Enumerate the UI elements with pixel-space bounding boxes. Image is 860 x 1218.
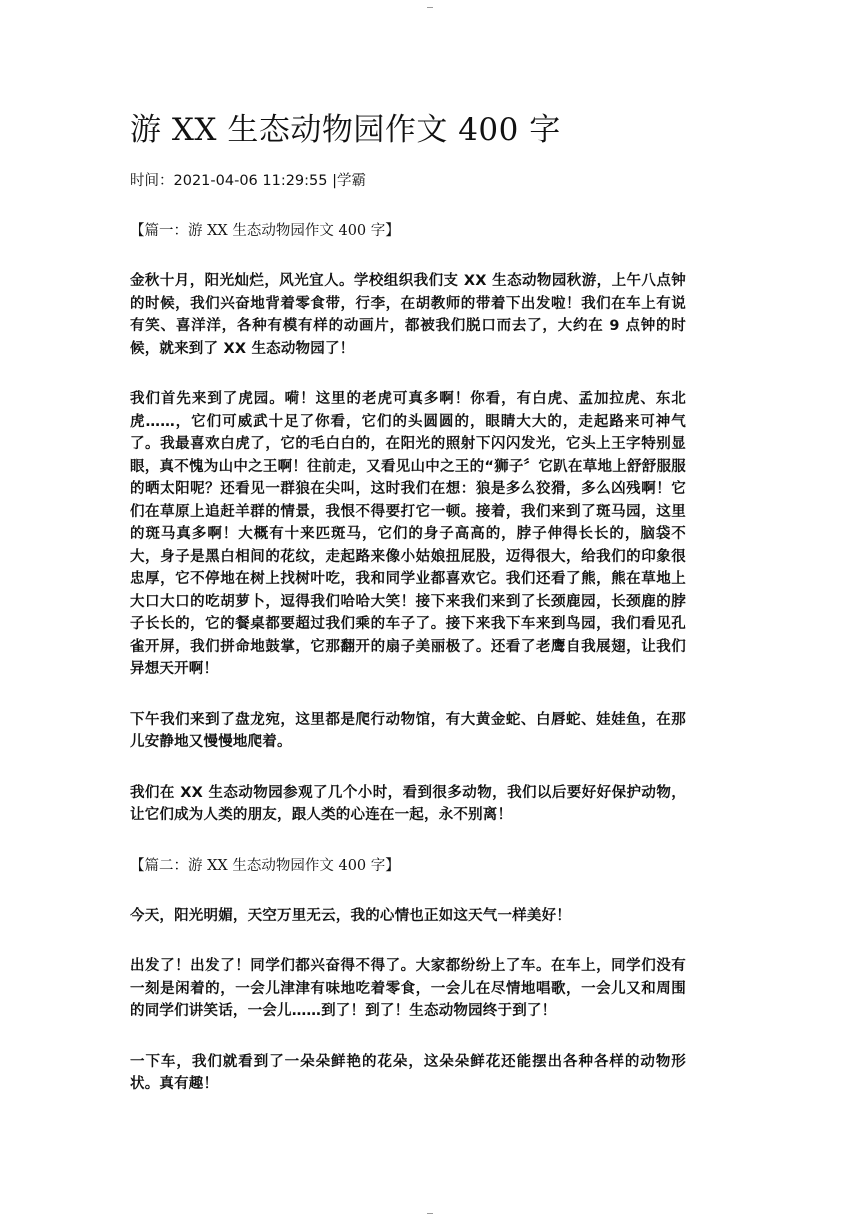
page-top-mark <box>427 7 433 8</box>
paragraph-3: 下午我们来到了盘龙宛，这里都是爬行动物馆，有大黄金蛇、白唇蛇、娃娃鱼，在那儿安静地又慢慢地爬着。 <box>130 711 686 750</box>
paragraph-7: 一下车，我们就看到了一朵朵鲜艳的花朵，这朵朵鲜花还能摆出各种各样的动物形状。真有趣！ <box>130 1053 686 1092</box>
paragraph-1: 金秋十月，阳光灿烂，风光宜人。学校组织我们支 XX 生态动物园秋游，上午八点钟的时候，我们兴奋地背着零食带，行李，在胡教师的带着下出发啦！我们在车上有说有笑、喜洋洋，各种有模有样的动画片，都被我们脱口而去了，大约在 9 点钟的时候，就来到了 XX 生态动物园了！ <box>130 273 686 357</box>
page-title: 游 XX 生态动物园作文 400 字 <box>130 112 561 148</box>
section-heading-1: 【篇一：游 XX 生态动物园作文 400 字】 <box>130 223 400 239</box>
paragraph-2: 我们首先来到了虎园。嗬！这里的老虎可真多啊！你看，有白虎、孟加拉虎、东北虎……，它们可威武十足了你看，它们的头圆圆的，眼睛大大的，走起路来可神气了。我最喜欢白虎了，它的毛白白的，在阳光的照射下闪闪发光，它头上王字特别显眼，真不愧为山中之王啊！往前走，又看见山中之王的“狮子〞它趴在草地上舒舒服服的晒太阳呢？还看见一群狼在尖叫，这时我们在想：狼是多么狡猾，多么凶残啊！它们在草原上追赶羊群的情景，我恨不得要打它一顿。接着，我们来到了斑马园，这里的斑马真多啊！大概有十来匹斑马，它们的身子高高的，脖子伸得长长的，脑袋不大，身子是黑白相间的花纹，走起路来像小姑娘扭屁股，迈得很大，给我们的印象很忠厚，它不停地在树上找树叶吃，我和同学业都喜欢它。我们还看了熊，熊在草地上大口大口的吃胡萝卜，逗得我们哈哈大笑！接下来我们来到了长颈鹿园，长颈鹿的脖子长长的，它的餐桌都要超过我们乘的车子了。接下来我下车来到鸟园，我们看见孔雀开屏，我们拼命地鼓掌，它那翻开的扇子美丽极了。还看了老鹰自我展翅，让我们异想天开啊！ <box>130 391 686 677</box>
section-heading-2: 【篇二：游 XX 生态动物园作文 400 字】 <box>130 857 400 874</box>
paragraph-4: 我们在 XX 生态动物园参观了几个小时，看到很多动物，我们以后要好好保护动物，让它们成为人类的朋友，跟人类的心连在一起，永不别离！ <box>130 784 686 823</box>
paragraph-6: 出发了！出发了！同学们都兴奋得不得了。大家都纷纷上了车。在车上，同学们没有一刻是闲着的，一会儿津津有味地吃着零食，一会儿在尽情地唱歌，一会儿又和周围的同学们讲笑话，一会儿……到了！到了！生态动物园终于到了！ <box>130 958 686 1019</box>
page-bottom-mark <box>427 1213 433 1214</box>
post-meta: 时间：2021-04-06 11:29:55 |学霸 <box>130 173 366 189</box>
paragraph-5: 今天，阳光明媚，天空万里无云，我的心情也正如这天气一样美好！ <box>130 907 571 924</box>
document-page <box>130 108 686 1096</box>
